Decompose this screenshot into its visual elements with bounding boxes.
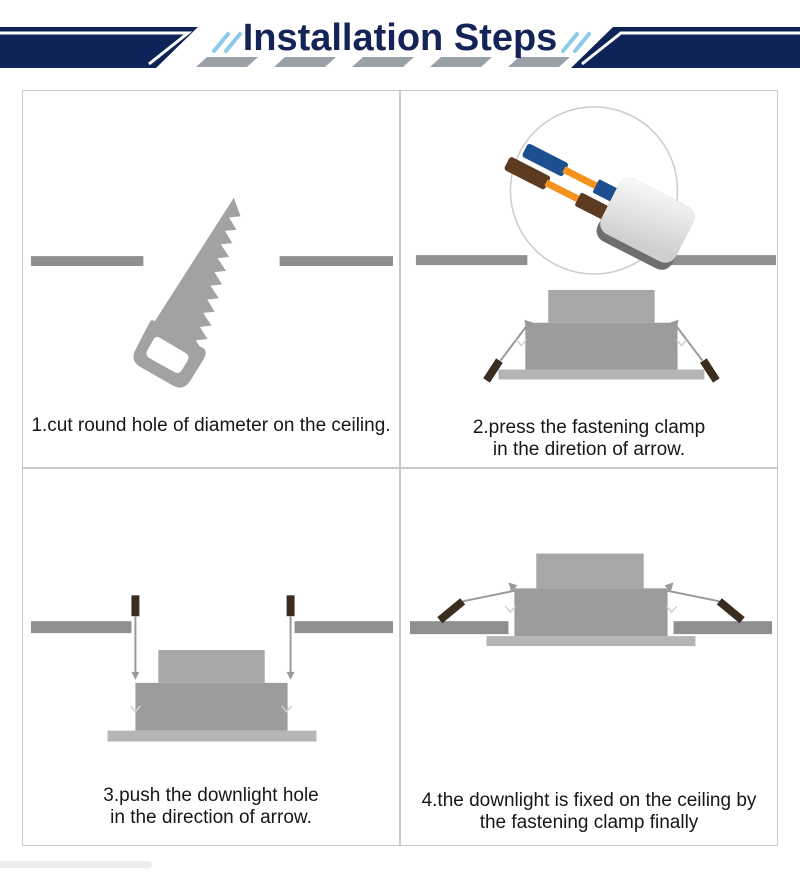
downlight-icon xyxy=(498,290,704,380)
driver-box xyxy=(536,554,643,589)
trim-ring xyxy=(487,636,696,646)
ceiling-left-bar xyxy=(31,256,143,266)
installation-steps-grid xyxy=(22,90,778,846)
ceiling-left-bar xyxy=(416,255,527,265)
lamp-body xyxy=(135,683,287,731)
page-title: Installation Steps xyxy=(242,17,558,59)
wiring-and-clamp-press-figure xyxy=(401,91,777,467)
caption-line: in the diretion of arrow. xyxy=(492,439,686,460)
caption-line: in the direction of arrow. xyxy=(110,807,312,828)
header-banner xyxy=(0,0,800,88)
downlight-icon xyxy=(108,650,317,742)
ceiling-right-bar xyxy=(295,621,393,633)
step-panel-1 xyxy=(22,90,400,468)
step-caption xyxy=(23,415,399,437)
saw-cutting-ceiling-hole-figure xyxy=(23,91,399,467)
footer-stripe xyxy=(0,861,152,868)
trim-ring xyxy=(498,370,704,380)
ceiling-right-bar xyxy=(280,256,393,266)
step-caption xyxy=(401,790,777,834)
left-slashes-icon xyxy=(214,34,240,51)
ceiling-left-bar xyxy=(410,621,508,634)
left-banner-icon xyxy=(0,27,198,68)
lamp-body xyxy=(514,588,667,636)
ceiling-left-bar xyxy=(31,621,131,633)
ceiling-right-bar xyxy=(665,255,776,265)
step-panel-3 xyxy=(22,468,400,846)
right-banner-icon xyxy=(571,27,800,68)
downlight-fixed-figure xyxy=(401,469,777,845)
caption-line: the fastening clamp finally xyxy=(479,812,699,833)
caption-line: 3.push the downlight hole xyxy=(103,785,319,806)
driver-box xyxy=(158,650,264,683)
caption-line: 2.press the fastening clamp xyxy=(472,417,706,438)
caption-line: 1.cut round hole of diameter on the ceiling. xyxy=(31,415,391,436)
step-panel-4 xyxy=(400,468,778,846)
downlight-icon xyxy=(514,554,667,637)
ceiling-right-bar xyxy=(674,621,772,634)
right-slashes-icon xyxy=(563,34,589,51)
driver-box xyxy=(548,290,654,323)
caption-line: 4.the downlight is fixed on the ceiling by xyxy=(421,790,757,811)
step-caption xyxy=(401,417,777,461)
lamp-body xyxy=(525,323,677,370)
step-panel-2 xyxy=(400,90,778,468)
step-caption xyxy=(23,785,399,829)
trim-ring xyxy=(108,731,317,742)
saw-icon xyxy=(128,187,271,393)
